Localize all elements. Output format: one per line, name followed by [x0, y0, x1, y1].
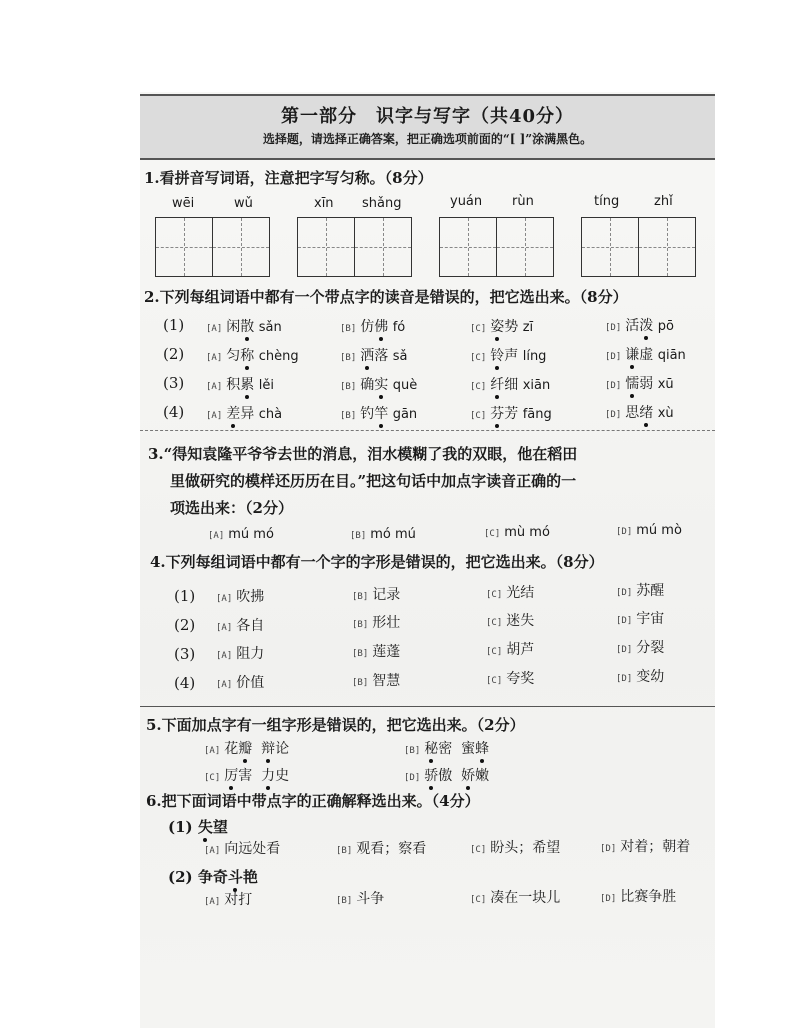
- row-number: (3): [174, 645, 196, 663]
- option-c[interactable]: [C] 凑在一块儿: [470, 890, 561, 906]
- pinyin: xīn: [314, 196, 334, 211]
- option-a[interactable]: [A] 闲散 sǎn: [206, 316, 282, 336]
- option-a[interactable]: [A] 吹拂: [216, 589, 265, 605]
- option-d[interactable]: [D] mú mò: [616, 523, 682, 538]
- option-d[interactable]: [D] 懦弱 xū: [605, 373, 674, 393]
- option-c[interactable]: [C] 厉害 力史: [204, 765, 289, 785]
- divider: [140, 430, 715, 431]
- option-b[interactable]: [B] 秘密 蜜蜂: [404, 738, 489, 758]
- pinyin: shǎng: [362, 196, 402, 211]
- section-header: [140, 94, 715, 160]
- writing-box[interactable]: [155, 217, 270, 277]
- q6-sub2-word: (2) 争奇斗艳: [168, 868, 258, 886]
- option-a[interactable]: [A] 对打: [204, 892, 253, 908]
- option-c[interactable]: [C] 铃声 líng: [470, 345, 546, 365]
- option-d[interactable]: [D] 思绪 xù: [605, 402, 674, 422]
- section-title: 第一部分 识字与写字（共40分）: [280, 106, 575, 127]
- pinyin: zhǐ: [654, 194, 673, 209]
- pinyin: wǔ: [234, 196, 253, 211]
- option-a[interactable]: [A] 阻力: [216, 646, 265, 662]
- option-c[interactable]: [C] 盼头；希望: [470, 840, 561, 856]
- option-d[interactable]: [D] 变幼: [616, 669, 665, 685]
- q2-title: 2.下列每组词语中都有一个带点字的读音是错误的，把它选出来。（8分）: [144, 288, 628, 306]
- option-b[interactable]: [B] 仿佛 fó: [340, 316, 405, 336]
- pinyin: tíng: [594, 194, 620, 209]
- row-number: (4): [174, 674, 196, 692]
- pinyin: yuán: [450, 194, 483, 209]
- option-b[interactable]: [B] 钓竿 gān: [340, 403, 417, 423]
- option-b[interactable]: [B] 智慧: [352, 673, 401, 689]
- option-b[interactable]: [B] 确实 què: [340, 374, 417, 394]
- option-c[interactable]: [C] 夸奖: [486, 671, 535, 687]
- option-a[interactable]: [A] 差异 chà: [206, 403, 282, 423]
- option-c[interactable]: [C] 纤细 xiān: [470, 374, 550, 394]
- option-d[interactable]: [D] 苏醒: [616, 583, 665, 599]
- option-b[interactable]: [B] 形壮: [352, 615, 401, 631]
- option-d[interactable]: [D] 骄傲 娇嫩: [404, 765, 489, 785]
- q6-title: 6.把下面词语中带点字的正确解释选出来。（4分）: [146, 792, 480, 810]
- writing-box[interactable]: [297, 217, 412, 277]
- option-a[interactable]: [A] mú mó: [208, 527, 274, 542]
- option-b[interactable]: [B] 观看；察看: [336, 841, 427, 857]
- section-instruction: 选择题，请选择正确答案，把正确选项前面的“[ ]”涂满黑色。: [262, 132, 593, 146]
- option-d[interactable]: [D] 分裂: [616, 640, 665, 656]
- q3-line-2: 里做研究的模样还历历在目。”把这句话中加点字读音正确的一: [170, 472, 577, 490]
- writing-box[interactable]: [439, 217, 554, 277]
- row-number: (1): [163, 316, 185, 334]
- q5-title: 5.下面加点字有一组字形是错误的，把它选出来。（2分）: [146, 716, 525, 734]
- option-d[interactable]: [D] 谦虚 qiān: [605, 344, 686, 364]
- option-d[interactable]: [D] 对着；朝着: [600, 839, 691, 855]
- q1-title: 1.看拼音写词语，注意把字写匀称。（8分）: [144, 169, 433, 187]
- option-d[interactable]: [D] 宇宙: [616, 611, 665, 627]
- option-c[interactable]: [C] 胡芦: [486, 642, 535, 658]
- option-d[interactable]: [D] 比赛争胜: [600, 889, 677, 905]
- option-c[interactable]: [C] 光结: [486, 585, 535, 601]
- writing-box[interactable]: [581, 217, 696, 277]
- option-a[interactable]: [A] 花瓣 辩论: [204, 738, 289, 758]
- row-number: (4): [163, 403, 185, 421]
- pinyin: wēi: [172, 196, 195, 211]
- q3-line-1: 3.“得知袁隆平爷爷去世的消息，泪水模糊了我的双眼，他在稻田: [148, 445, 578, 463]
- pinyin: rùn: [512, 194, 534, 209]
- row-number: (3): [163, 374, 185, 392]
- divider: [140, 706, 715, 707]
- option-b[interactable]: [B] 记录: [352, 587, 401, 603]
- option-b[interactable]: [B] 莲蓬: [352, 644, 401, 660]
- option-a[interactable]: [A] 各自: [216, 618, 265, 634]
- option-b[interactable]: [B] 洒落 sǎ: [340, 345, 407, 365]
- row-number: (2): [163, 345, 185, 363]
- option-c[interactable]: [C] 姿势 zī: [470, 316, 533, 336]
- option-c[interactable]: [C] mù mó: [484, 525, 550, 540]
- option-a[interactable]: [A] 积累 lěi: [206, 374, 274, 394]
- row-number: (1): [174, 587, 196, 605]
- option-a[interactable]: [A] 价值: [216, 675, 265, 691]
- option-c[interactable]: [C] 迷失: [486, 613, 535, 629]
- q4-title: 4.下列每组词语中都有一个字的字形是错误的，把它选出来。（8分）: [150, 553, 604, 571]
- option-a[interactable]: [A] 匀称 chèng: [206, 345, 299, 365]
- option-c[interactable]: [C] 芬芳 fāng: [470, 403, 552, 423]
- option-b[interactable]: [B] 斗争: [336, 891, 385, 907]
- option-b[interactable]: [B] mó mú: [350, 527, 416, 542]
- row-number: (2): [174, 616, 196, 634]
- q3-line-3: 项选出来：（2分）: [170, 499, 293, 517]
- q6-sub1-word: (1) 失望: [168, 818, 228, 836]
- option-d[interactable]: [D] 活泼 pō: [605, 315, 674, 335]
- option-a[interactable]: [A] 向远处看: [204, 841, 281, 857]
